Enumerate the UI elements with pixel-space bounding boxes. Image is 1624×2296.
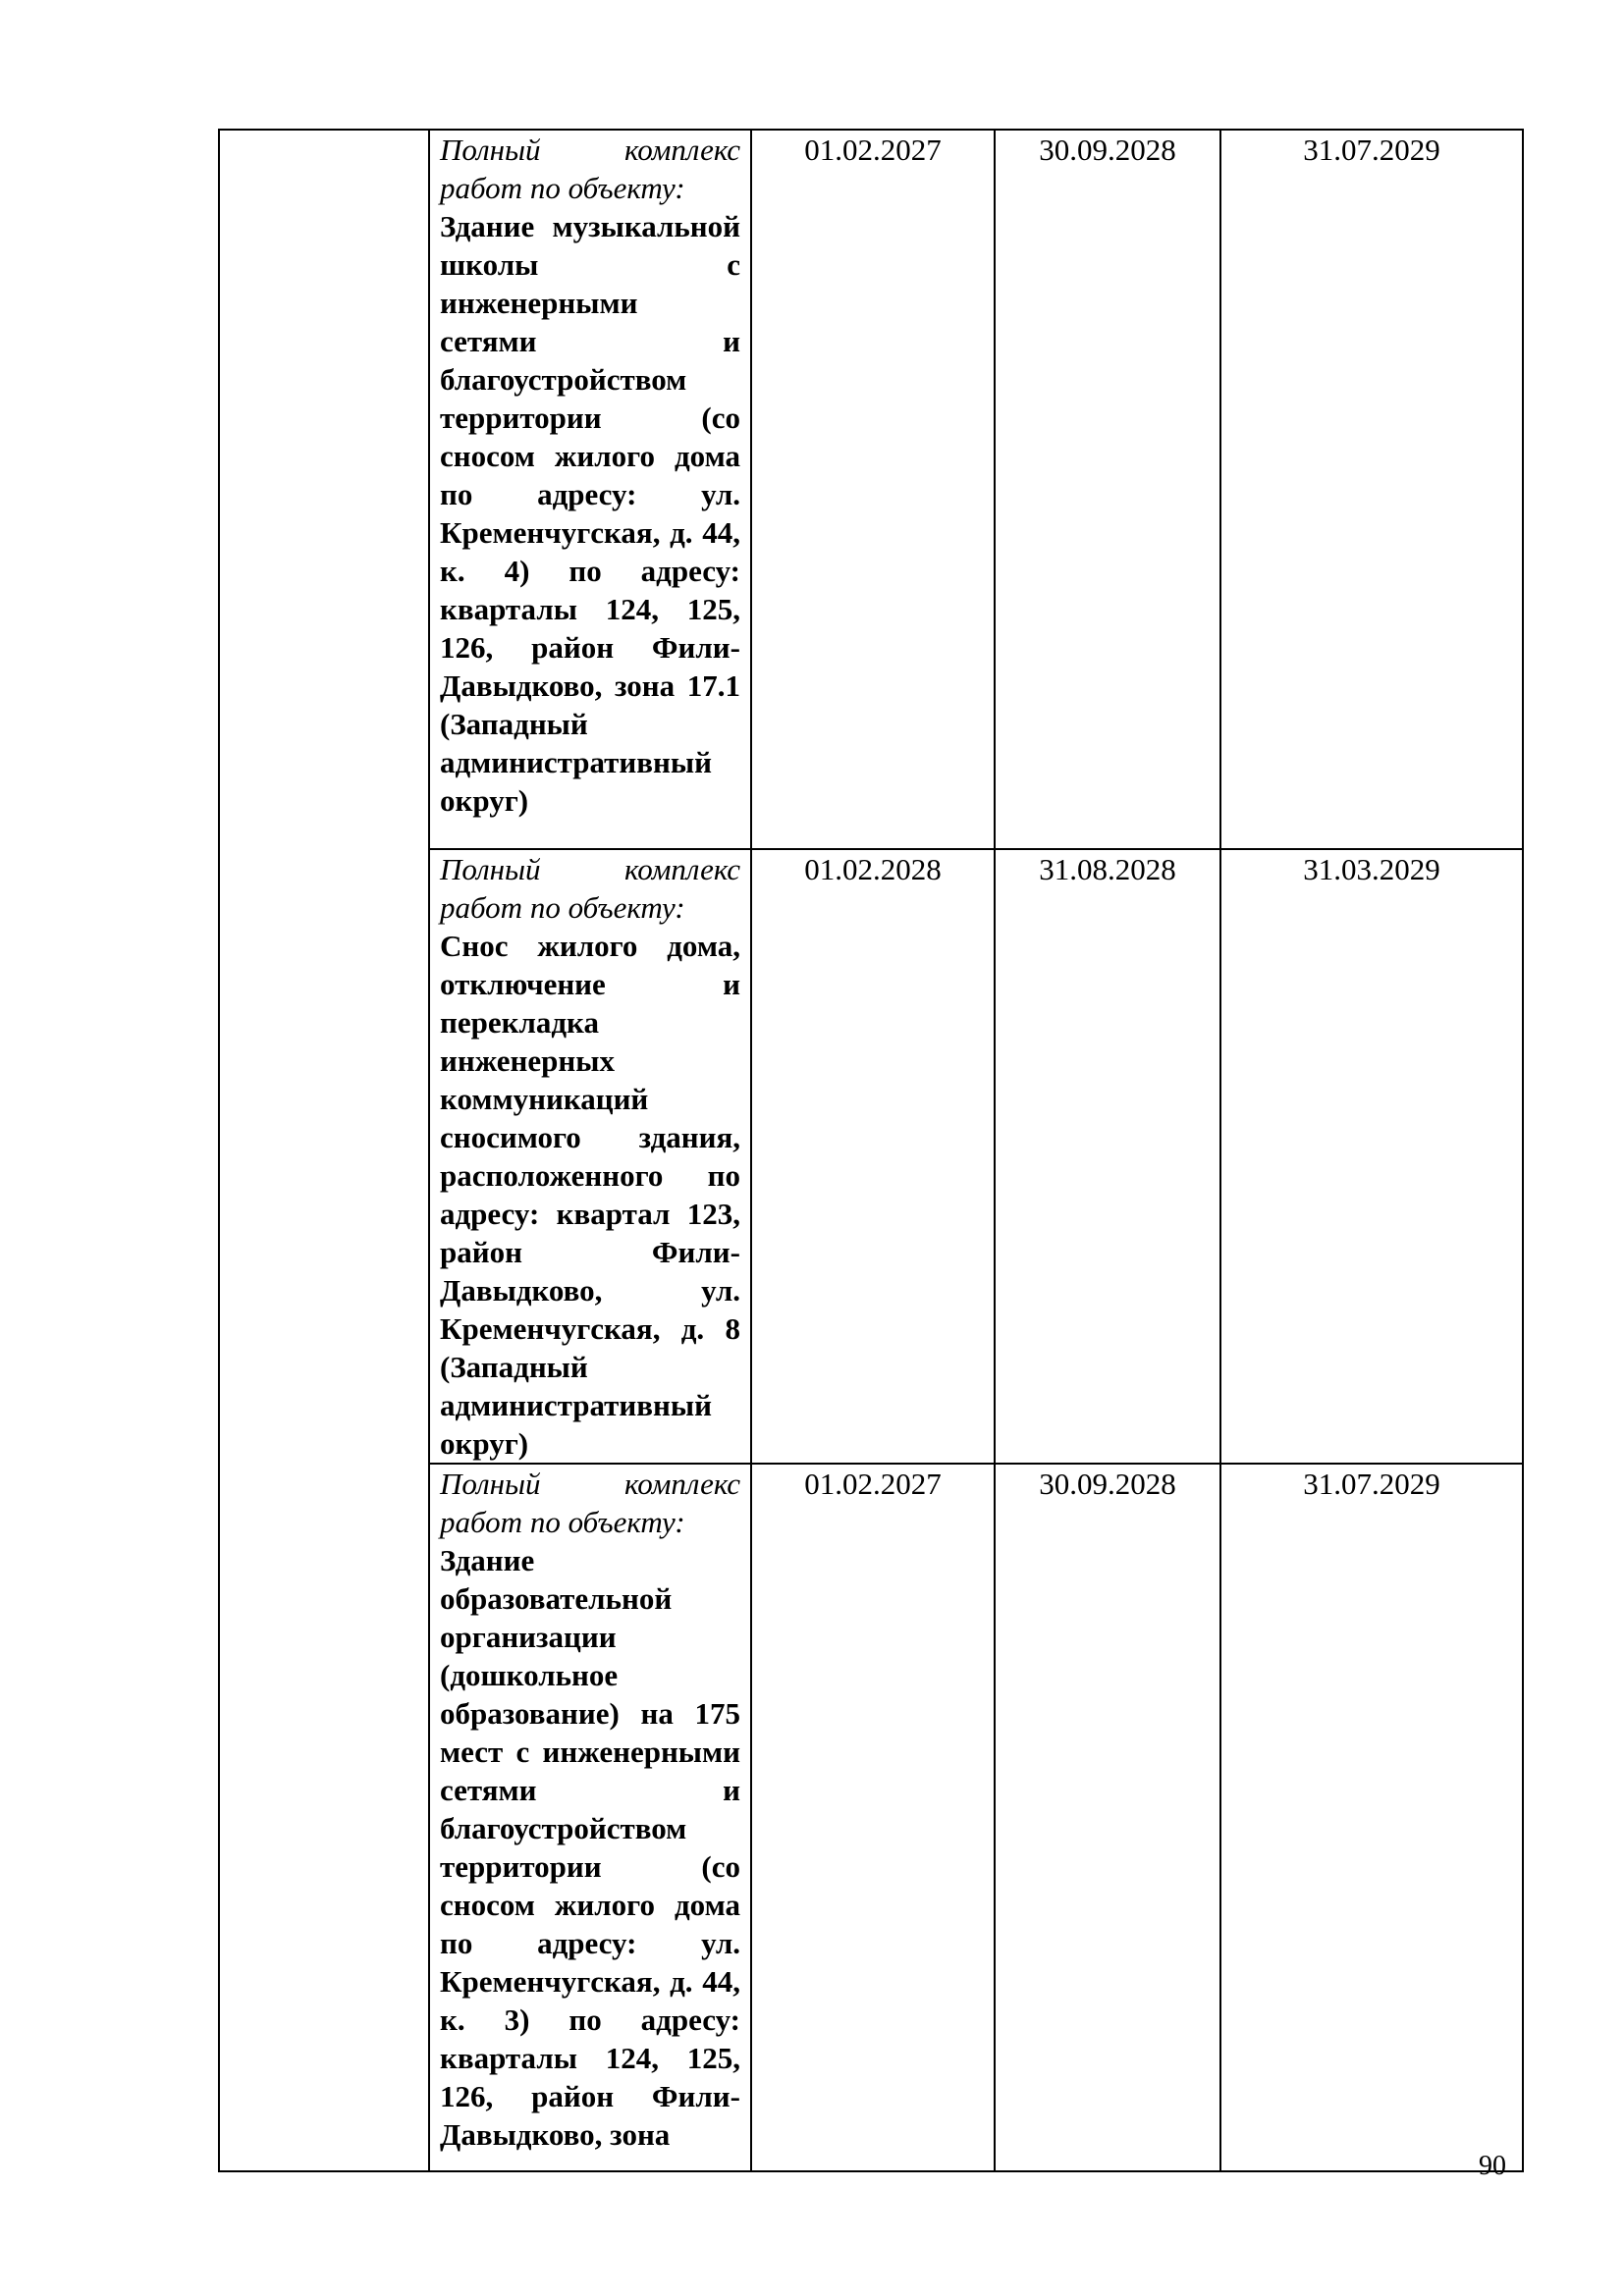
description-cell [429, 849, 751, 1464]
end-date-cell: 31.03.2029 [1220, 849, 1523, 1464]
page-number: 90 [1479, 2151, 1506, 2181]
start-date-cell: 01.02.2027 [751, 1464, 995, 2171]
start-date-cell: 01.02.2027 [751, 130, 995, 849]
object-description: Снос жилого дома, отключение и перекладка инженерных коммуникаций сносимого здания, расположенного по адресу: квартал 123, район Фили-Давыдково, ул. Кременчугская, д. 8 (Западный административный округ) [440, 929, 740, 1461]
work-intro: Полный комплекс работ по объекту: [440, 133, 740, 205]
description-cell [429, 130, 751, 849]
middle-date-cell: 30.09.2028 [995, 130, 1220, 849]
middle-date-cell: 30.09.2028 [995, 1464, 1220, 2171]
empty-cell [219, 130, 429, 2171]
table-row [219, 130, 1523, 849]
middle-date-cell: 31.08.2028 [995, 849, 1220, 1464]
object-description: Здание образовательной организации (дошкольное образование) на 175 мест с инженерными сетями и благоустройством территории (со сносом жилого дома по адресу: ул. Кременчугская, д. 44, к. 3) по адресу: кварталы 124, 125, 126, район Фили-Давыдково, зона [440, 1543, 740, 2152]
schedule-table [218, 129, 1524, 2172]
description-cell [429, 1464, 751, 2171]
work-intro: Полный комплекс работ по объекту: [440, 1467, 740, 1539]
end-date-cell: 31.07.2029 [1220, 1464, 1523, 2171]
work-intro: Полный комплекс работ по объекту: [440, 852, 740, 925]
object-description: Здание музыкальной школы с инженерными сетями и благоустройством территории (со сносом жилого дома по адресу: ул. Кременчугская, д. 44, к. 4) по адресу: кварталы 124, 125, 126, район Фили-Давыдково, зона 17.1 (Западный административный округ) [440, 209, 740, 818]
end-date-cell: 31.07.2029 [1220, 130, 1523, 849]
start-date-cell: 01.02.2028 [751, 849, 995, 1464]
